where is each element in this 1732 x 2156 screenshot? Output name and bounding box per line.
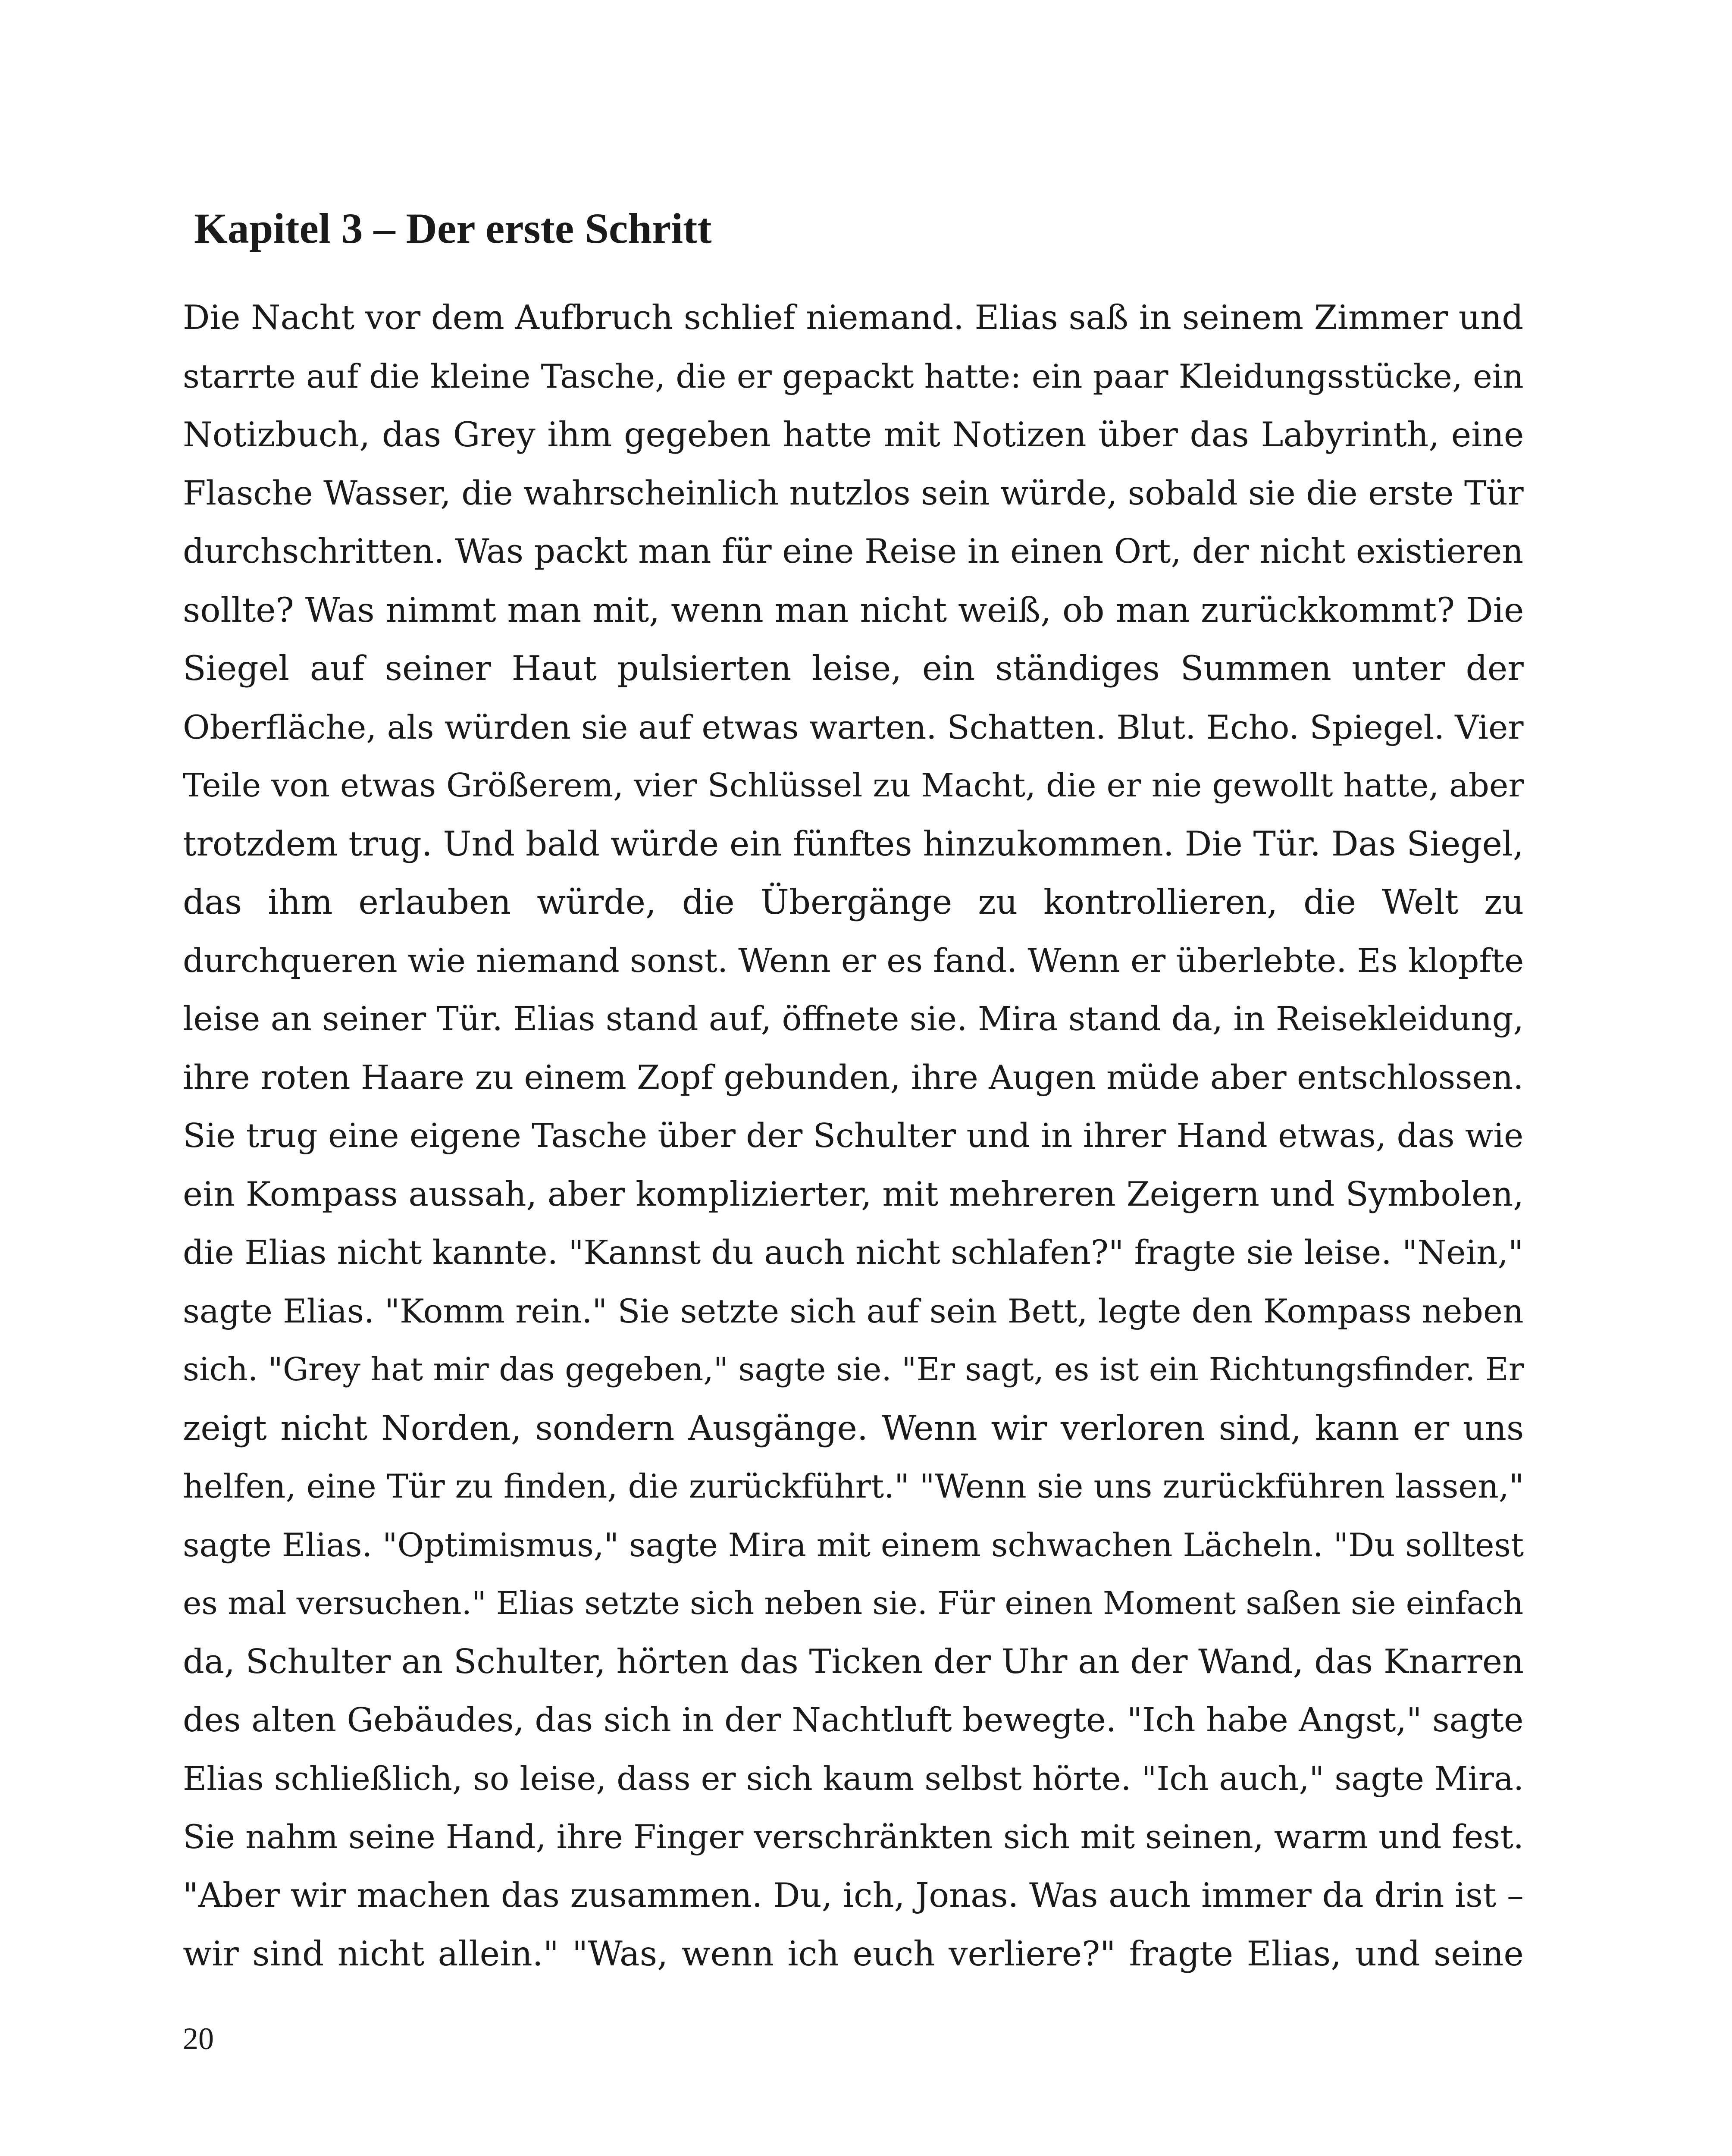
text-line: helfen, eine Tür zu finden, die zurückführt." "Wenn sie uns zurückführen lassen," — [183, 1467, 1524, 1505]
body-text — [183, 289, 1524, 1984]
text-line: da, Schulter an Schulter, hörten das Ticken der Uhr an der Wand, das Knarren — [183, 1642, 1524, 1681]
text-line: des alten Gebäudes, das sich in der Nachtluft bewegte. "Ich habe Angst," sagte — [183, 1701, 1524, 1739]
page-number: 20 — [183, 2021, 214, 2056]
text-line: Sie nahm seine Hand, ihre Finger verschränkten sich mit seinen, warm und fest. — [183, 1818, 1524, 1856]
text-line: Notizbuch, das Grey ihm gegeben hatte mit Notizen über das Labyrinth, eine — [183, 415, 1524, 454]
text-line: die Elias nicht kannte. "Kannst du auch nicht schlafen?" fragte sie leise. "Nein," — [183, 1234, 1524, 1272]
text-line: leise an seiner Tür. Elias stand auf, öffnete sie. Mira stand da, in Reisekleidung, — [183, 1000, 1524, 1038]
text-line: trotzdem trug. Und bald würde ein fünftes hinzukommen. Die Tür. Das Siegel, — [183, 824, 1524, 864]
text-line: durchschritten. Was packt man für eine Reise in einen Ort, der nicht existieren — [183, 532, 1524, 571]
text-line: ein Kompass aussah, aber komplizierter, mit mehreren Zeigern und Symbolen, — [183, 1175, 1524, 1214]
text-line: Oberfläche, als würden sie auf etwas warten. Schatten. Blut. Echo. Spiegel. Vier — [183, 708, 1524, 746]
text-line: ihre roten Haare zu einem Zopf gebunden, ihre Augen müde aber entschlossen. — [183, 1058, 1524, 1097]
text-line: es mal versuchen." Elias setzte sich neben sie. Für einen Moment saßen sie einfach — [183, 1585, 1524, 1622]
text-line: Teile von etwas Größerem, vier Schlüssel zu Macht, die er nie gewollt hatte, aber — [183, 766, 1524, 804]
text-line: Siegel auf seiner Haut pulsierten leise, ein ständiges Summen unter der — [183, 649, 1524, 688]
text-line: zeigt nicht Norden, sondern Ausgänge. Wenn wir verloren sind, kann er uns — [183, 1408, 1524, 1448]
text-line: sagte Elias. "Komm rein." Sie setzte sich auf sein Bett, legte den Kompass neben — [183, 1292, 1524, 1330]
text-line: Elias schließlich, so leise, dass er sich kaum selbst hörte. "Ich auch," sagte Mira. — [183, 1759, 1524, 1798]
text-line: sich. "Grey hat mir das gegeben," sagte sie. "Er sagt, es ist ein Richtungsfinder. Er — [183, 1351, 1524, 1388]
chapter-title: Kapitel 3 – Der erste Schritt — [194, 204, 712, 252]
text-line: durchqueren wie niemand sonst. Wenn er es fand. Wenn er überlebte. Es klopfte — [183, 941, 1524, 980]
text-line: starrte auf die kleine Tasche, die er gepackt hatte: ein paar Kleidungsstücke, ein — [183, 357, 1524, 395]
text-line: sagte Elias. "Optimismus," sagte Mira mit einem schwachen Lächeln. "Du solltest — [183, 1526, 1524, 1564]
text-line: Sie trug eine eigene Tasche über der Schulter und in ihrer Hand etwas, das wie — [183, 1117, 1524, 1155]
text-line: "Aber wir machen das zusammen. Du, ich, Jonas. Was auch immer da drin ist – — [183, 1876, 1524, 1915]
text-line: Flasche Wasser, die wahrscheinlich nutzlos sein würde, sobald sie die erste Tür — [183, 474, 1524, 513]
text-line: Die Nacht vor dem Aufbruch schlief niemand. Elias saß in seinem Zimmer und — [183, 298, 1524, 337]
text-line: sollte? Was nimmt man mit, wenn man nicht weiß, ob man zurückkommt? Die — [183, 590, 1524, 630]
text-line: das ihm erlauben würde, die Übergänge zu kontrollieren, die Welt zu — [183, 882, 1524, 922]
text-line: wir sind nicht allein." "Was, wenn ich euch verliere?" fragte Elias, und seine — [183, 1934, 1524, 1974]
